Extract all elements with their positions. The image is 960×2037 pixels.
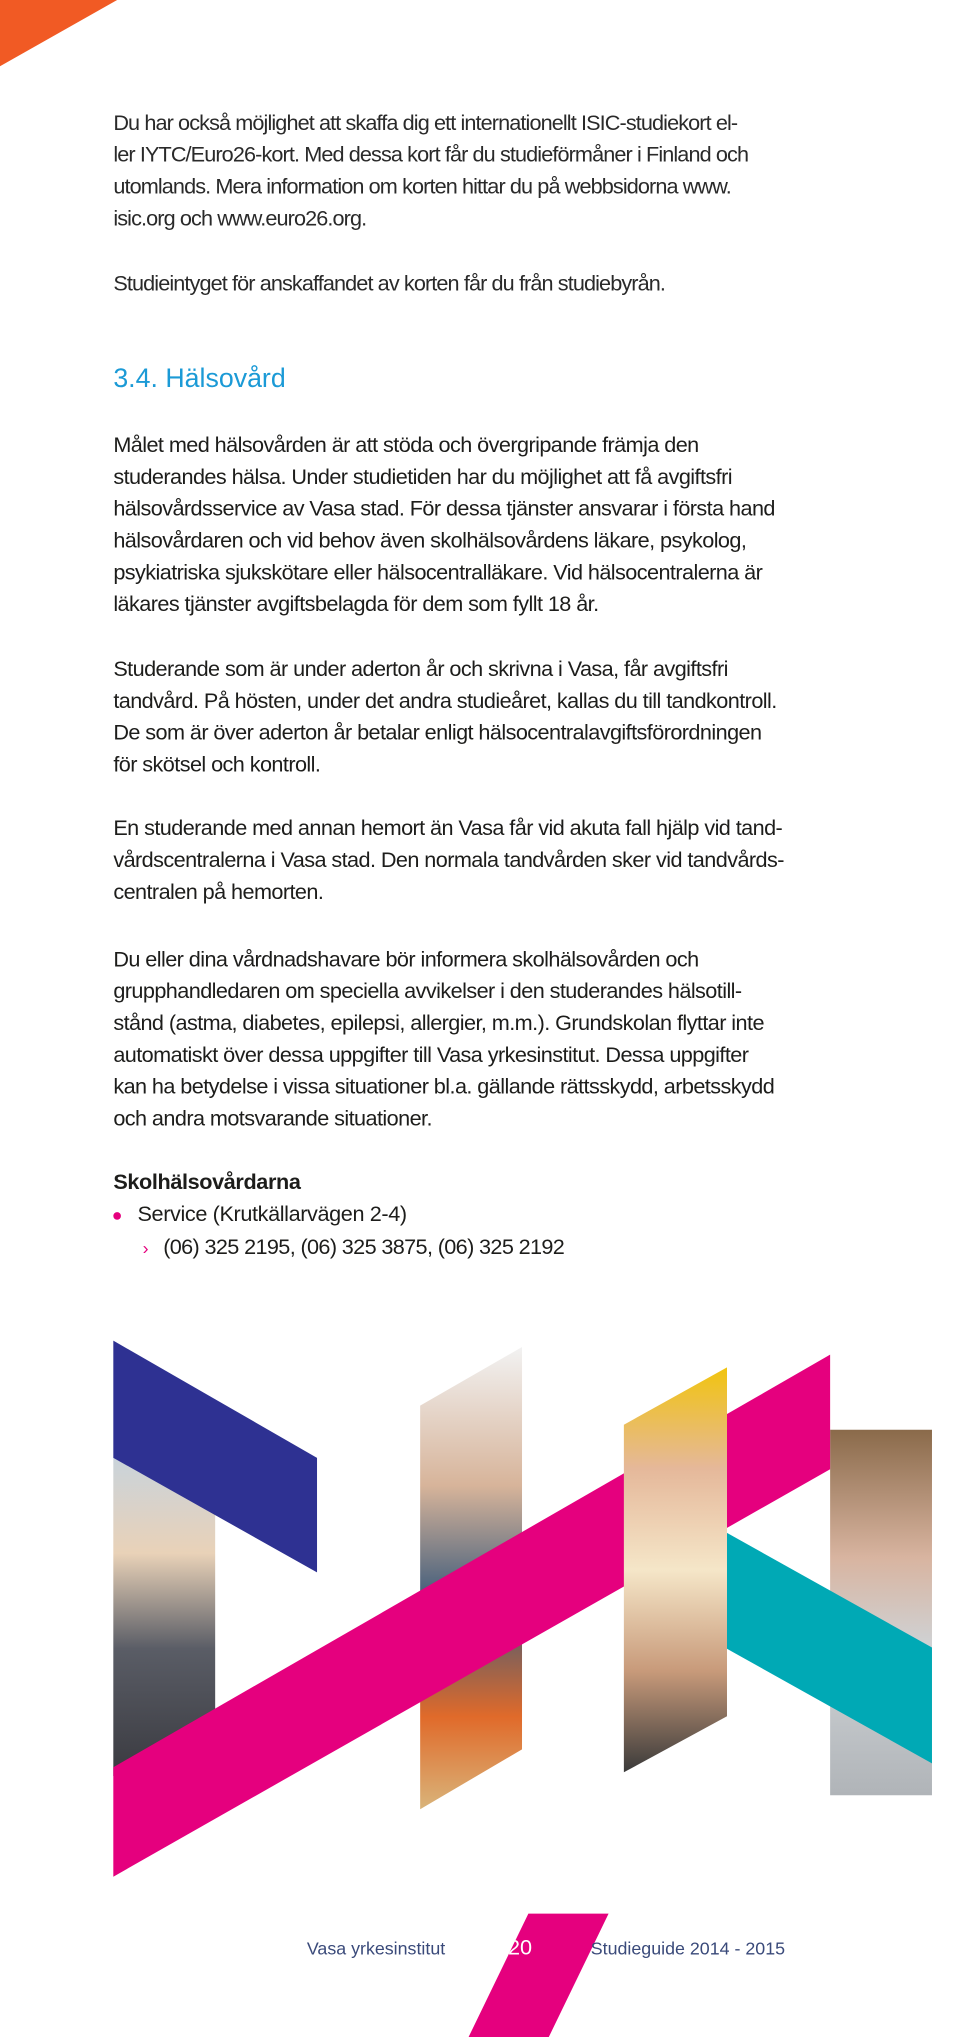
text-line: vårdscentralerna i Vasa stad. Den normala tandvården sker vid tandvårds- (113, 847, 784, 873)
text-line: läkares tjänster avgiftsbelagda för dem som fyllt 18 år. (113, 592, 599, 617)
text-line: isic.org och www.euro26.org. (113, 206, 367, 231)
text-line: En studerande med annan hemort än Vasa får vid akuta fall hjälp vid tand- (113, 816, 783, 841)
footer-institution: Vasa yrkesinstitut (306, 1937, 446, 1959)
text-line: hälsovårdaren och vid behov även skolhälsovårdens läkare, psykolog, (113, 528, 747, 553)
footer-pink-shape (469, 1914, 609, 2037)
service-list-item (113, 1202, 406, 1227)
text-line: för skötsel och kontroll. (113, 752, 321, 777)
phone-numbers: (06) 325 2195, (06) 325 3875, (06) 325 2192 (163, 1235, 565, 1260)
service-address: Service (Krutkällarvägen 2-4) (137, 1201, 407, 1227)
text-line: kan ha betydelse i vissa situationer bl.a. gällande rättsskydd, arbetsskydd (113, 1074, 775, 1099)
text-line: Du har också möjlighet att skaffa dig ett internationellt ISIC-studiekort el- (113, 110, 738, 135)
section-heading: 3.4. Hälsovård (113, 364, 286, 394)
text-line: stånd (astma, diabetes, epilepsi, allergier, m.m.). Grundskolan flyttar inte (113, 1010, 764, 1036)
studieintyg-note: Studieintyget för anskaffandet av korten får du från studiebyrån. (113, 271, 666, 296)
text-line: Målet med hälsovården är att stöda och övergripande främja den (113, 432, 699, 458)
text-line: psykiatriska sjukskötare eller hälsocentralläkare. Vid hälsocentralerna är (113, 560, 763, 585)
contacts-heading: Skolhälsovårdarna (113, 1170, 301, 1195)
text-line: centralen på hemorten. (113, 879, 324, 904)
text-line: tandvård. På hösten, under det andra studieåret, kallas du till tandkontroll. (113, 688, 777, 713)
text-line: Studerande som är under aderton år och skrivna i Vasa, får avgiftsfri (113, 656, 728, 682)
footer-guide-title: Studieguide 2014 - 2015 (590, 1937, 786, 1959)
text-line: studerandes hälsa. Under studietiden har du möjlighet att få avgiftsfri (113, 464, 732, 489)
text-line: Du eller dina vårdnadshavare bör informera skolhälsovården och (113, 947, 699, 972)
text-line: ler IYTC/Euro26-kort. Med dessa kort får du studieförmåner i Finland och (113, 142, 749, 167)
text-line: hälsovårdsservice av Vasa stad. För dessa tjänster ansvarar i första hand (113, 496, 775, 521)
bullet-icon (113, 1211, 121, 1219)
text-line: automatiskt över dessa uppgifter till Vasa yrkesinstitut. Dessa uppgifter (113, 1042, 749, 1067)
phones-list-item (143, 1235, 565, 1260)
text-line: grupphandledaren om speciella avvikelser i den studerandes hälsotill- (113, 979, 742, 1004)
text-line: och andra motsvarande situationer. (113, 1106, 432, 1131)
text-line: utomlands. Mera information om korten hittar du på webbsidorna www. (113, 174, 731, 199)
chevron-right-icon: › (142, 1237, 148, 1258)
orange-corner-triangle (0, 0, 117, 66)
page-number: 20 (508, 1935, 533, 1960)
photo-girl-helmet (624, 1367, 727, 1772)
text-line: De som är över aderton år betalar enligt hälsocentralavgiftsförordningen (113, 720, 762, 745)
